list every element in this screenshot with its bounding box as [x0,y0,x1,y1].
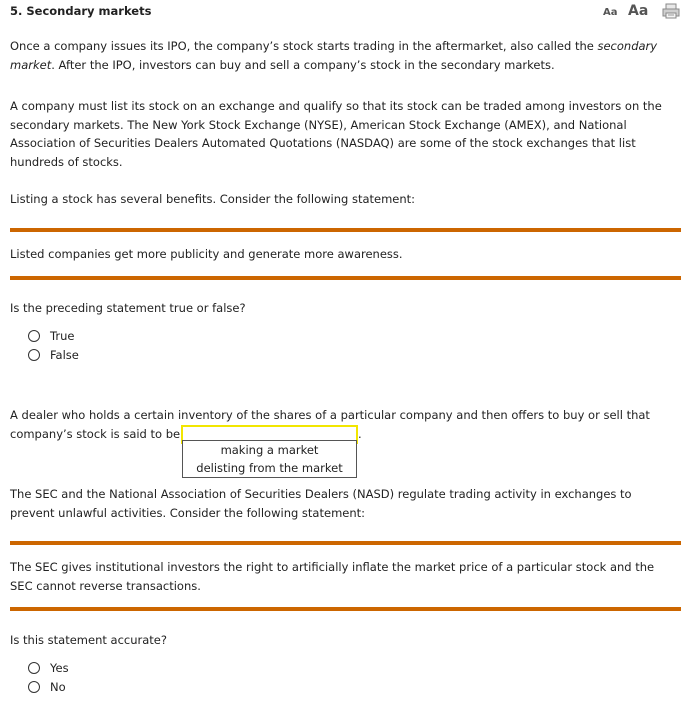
radio-label: Yes [50,661,69,675]
statement-divider-bottom [10,276,681,280]
font-size-small-button[interactable]: Aa [603,7,618,18]
dropdown-options-list [182,440,357,478]
statement-1: Listed companies get more publicity and generate more awareness. [10,247,403,261]
intro-paragraph-2: A company must list its stock on an exchange and qualify so that its stock can be traded among investors on the secondary markets. The New York Stock Exchange (NYSE), American Stock Exchange (AMEX), and National Association of Securities Dealers Automated Quotations (NASDAQ) are some of the stock exchanges that list hundreds of stocks. [10,99,662,169]
intro-text-rest: . After the IPO, investors can buy and sell a company’s stock in the secondary markets. [51,57,555,72]
intro-paragraph-1 [10,37,670,74]
radio-button[interactable] [28,349,40,361]
radio-label: No [50,680,66,694]
statement-2-divider-top [10,541,681,545]
radio-yes[interactable] [28,659,69,677]
statement-2: The SEC gives institutional investors the right to artificially inflate the market price of a particular stock and the SEC cannot reverse transactions. [10,560,655,593]
question-2-sentence: A dealer who holds a certain inventory of the shares of a particular company and then offers to buy or sell that company’s stock is said to be [10,408,650,441]
statement-divider-top [10,228,681,232]
radio-true[interactable] [28,327,74,345]
sentence-period: . [358,427,362,441]
statement-2-divider-bottom [10,607,681,611]
secondary-market-term: secondary market [10,39,658,72]
radio-button[interactable] [28,662,40,674]
intro-paragraph-3: Listing a stock has several benefits. Consider the following statement: [10,192,416,206]
radio-button[interactable] [28,681,40,693]
printer-icon[interactable] [662,3,680,19]
radio-label: False [50,348,79,362]
section-title: 5. Secondary markets [10,4,152,18]
question-3-prompt: Is this statement accurate? [10,633,167,647]
dropdown-option-delisting[interactable]: delisting from the market [196,461,343,475]
font-size-large-button[interactable]: Aa [628,3,649,19]
dropdown-option-making-a-market[interactable]: making a market [220,443,319,457]
question-1-prompt: Is the preceding statement true or false? [10,301,246,315]
radio-no[interactable] [28,678,66,696]
intro-text: Once a company issues its IPO, the company’s stock starts trading in the aftermarket, also called the [10,39,598,53]
radio-false[interactable] [28,346,79,364]
intro-paragraph-4: The SEC and the National Association of Securities Dealers (NASD) regulate trading activity in exchanges to prevent unlawful activities. Consider the following statement: [10,487,632,520]
radio-button[interactable] [28,330,40,342]
radio-label: True [50,329,75,343]
